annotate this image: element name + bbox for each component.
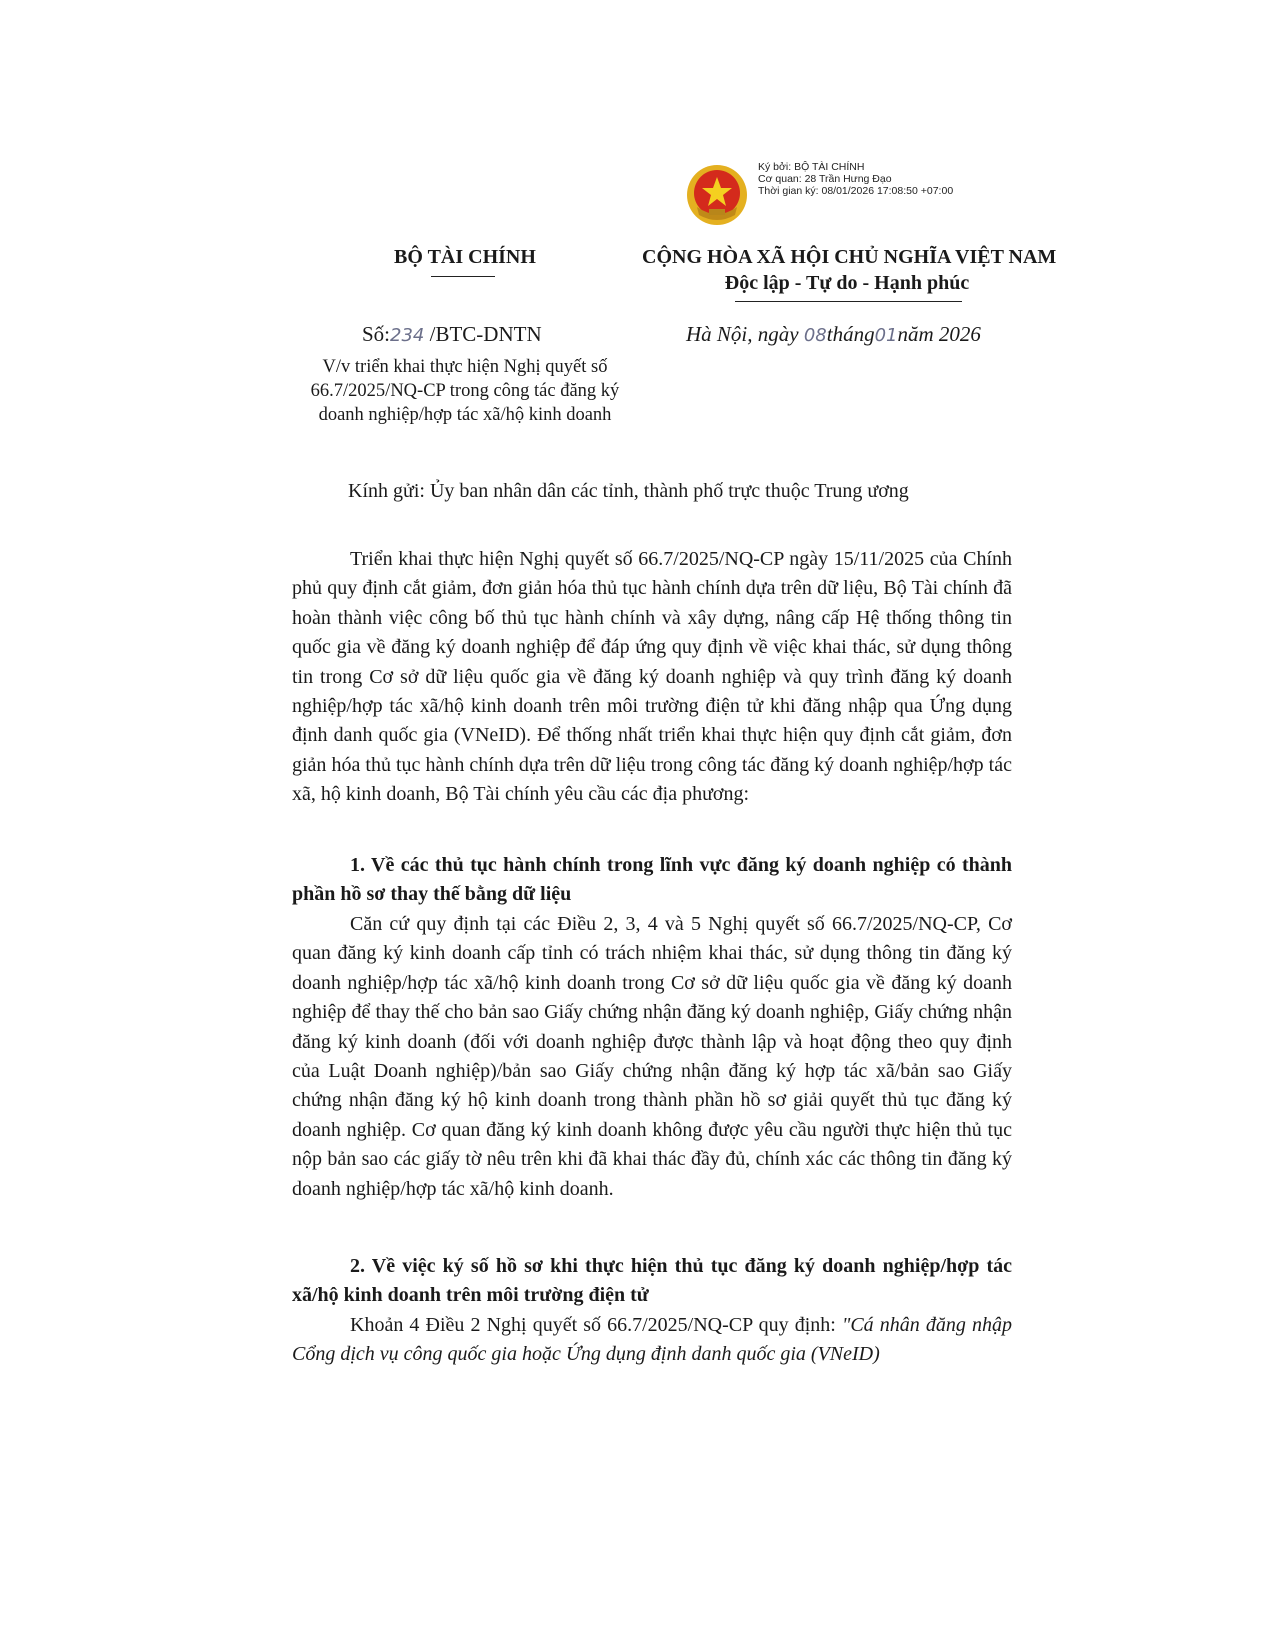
section-2-quote: "Cá nhân đăng nhập Cổng dịch vụ công quốc gia hoặc Ứng dụng định danh quốc gia (VNeID) [292,1314,1012,1366]
signature-agency: Cơ quan: 28 Trần Hưng Đạo [758,173,892,185]
number-suffix: /BTC-DNTN [424,322,542,346]
section-2-lead: Khoản 4 Điều 2 Nghị quyết số 66.7/2025/NQ-CP quy định: [350,1314,842,1336]
section-2-paragraph [292,1311,1012,1370]
recipient-line: Kính gửi: Ủy ban nhân dân các tỉnh, thành phố trực thuộc Trung ương [348,480,909,502]
national-motto: Độc lập - Tự do - Hạnh phúc [724,272,970,294]
section-1-paragraph: Căn cứ quy định tại các Điều 2, 3, 4 và 5 Nghị quyết số 66.7/2025/NQ-CP, Cơ quan đăng ký kinh doanh cấp tỉnh có trách nhiệm khai thác, sử dụng thông tin đăng ký doanh nghiệp/hợp tác xã/hộ kinh doanh trong Cơ sở dữ liệu quốc gia về đăng ký doanh nghiệp để thay thế cho bản sao Giấy chứng nhận đăng ký doanh nghiệp, Giấy chứng nhận đăng ký kinh doanh (đối với doanh nghiệp được thành lập và hoạt động theo quy định của Luật Doanh nghiệp)/bản sao Giấy chứng nhận đăng ký hợp tác xã/bản sao Giấy chứng nhận đăng ký hộ kinh doanh trong thành phần hồ sơ giải quyết thủ tục đăng ký doanh nghiệp. Cơ quan đăng ký kinh doanh không được yêu cầu người thực hiện thủ tục nộp bản sao các giấy tờ nêu trên khi đã khai thác đầy đủ, chính xác các thông tin đăng ký doanh nghiệp/hợp tác xã/hộ kinh doanh. [292,913,1012,1200]
date-prefix: Hà Nội, ngày [686,322,804,346]
signature-time: Thời gian ký: 08/01/2026 17:08:50 +07:00 [758,185,954,197]
document-subject: V/v triển khai thực hiện Nghị quyết số 66.7/2025/NQ-CP trong công tác đăng ký doanh nghiệp/hợp tác xã/hộ kinh doanh [310,357,620,425]
document-number [362,322,542,347]
section-1-heading: 1. Về các thủ tục hành chính trong lĩnh vực đăng ký doanh nghiệp có thành phần hồ sơ thay thế bằng dữ liệu [292,854,1012,906]
national-emblem-icon [685,163,749,227]
intro-paragraph: Triển khai thực hiện Nghị quyết số 66.7/2025/NQ-CP ngày 15/11/2025 của Chính phủ quy định cắt giảm, đơn giản hóa thủ tục hành chính dựa trên dữ liệu, Bộ Tài chính đã hoàn thành việc công bố thủ tục hành chính và xây dựng, nâng cấp Hệ thống thông tin quốc gia về đăng ký doanh nghiệp để đáp ứng quy định về việc khai thác, sử dụng thông tin trong Cơ sở dữ liệu quốc gia về đăng ký doanh nghiệp và quy trình đăng ký doanh nghiệp/hợp tác xã/hộ kinh doanh trên môi trường điện tử khi đăng nhập qua Ứng dụng định danh quốc gia (VNeID). Để thống nhất triển khai thực hiện quy định cắt giảm, đơn giản hóa thủ tục hành chính dựa trên dữ liệu trong công tác đăng ký doanh nghiệp/hợp tác xã, hộ kinh doanh, Bộ Tài chính yêu cầu các địa phương: [292,548,1012,806]
signature-signed-by: Ký bởi: BỘ TÀI CHÍNH [758,161,865,173]
ministry-name: BỘ TÀI CHÍNH [394,246,536,268]
number-prefix: Số: [362,322,391,346]
motto-underline [735,301,962,302]
place-date [686,322,981,347]
section-2-heading: 2. Về việc ký số hồ sơ khi thực hiện thủ tục đăng ký doanh nghiệp/hợp tác xã/hộ kinh doanh trên môi trường điện tử [292,1255,1012,1307]
ministry-underline [431,276,495,277]
handwritten-month: 01 [874,325,898,346]
handwritten-day: 08 [803,325,827,346]
digital-signature-info [758,161,953,197]
handwritten-number: 234 [390,325,425,346]
national-title: CỘNG HÒA XÃ HỘI CHỦ NGHĨA VIỆT NAM [642,246,1057,268]
date-year: năm 2026 [897,322,981,346]
month-label: tháng [826,322,875,346]
